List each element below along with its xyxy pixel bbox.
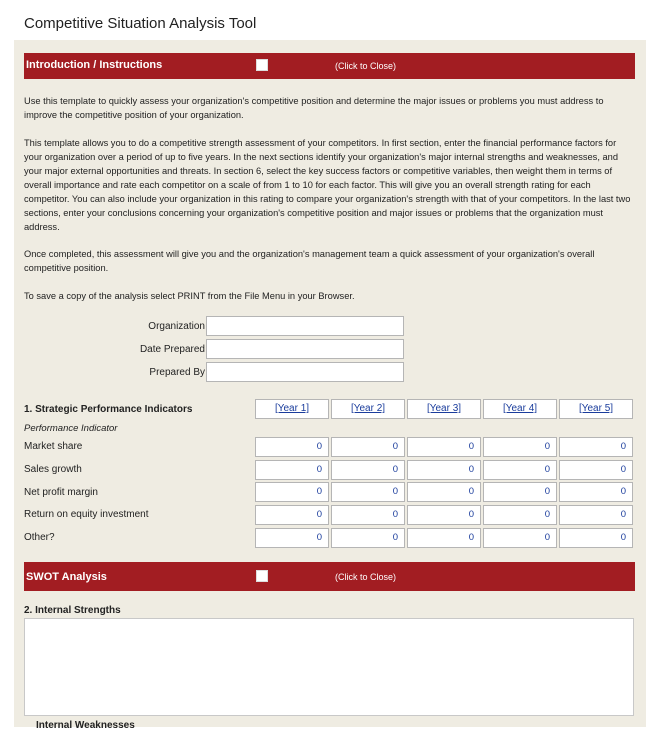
cell-input[interactable]: 0 <box>331 482 405 502</box>
internal-strengths-heading: 2. Internal Strengths <box>24 605 121 616</box>
intro-section-bar[interactable] <box>24 53 635 79</box>
cell-input[interactable]: 0 <box>255 482 329 502</box>
intro-toggle-checkbox[interactable] <box>256 59 268 71</box>
cell-input[interactable]: 0 <box>559 482 633 502</box>
swot-toggle-checkbox[interactable] <box>256 570 268 582</box>
cell-input[interactable]: 0 <box>407 437 481 457</box>
cell-input[interactable]: 0 <box>331 437 405 457</box>
cell-input[interactable]: 0 <box>331 505 405 525</box>
cell-input[interactable]: 0 <box>559 505 633 525</box>
swot-section-bar[interactable] <box>24 562 635 591</box>
swot-section-title: SWOT Analysis <box>26 571 107 583</box>
prepared-by-label: Prepared By <box>149 367 205 378</box>
year-header-1[interactable]: [Year 1] <box>255 399 329 419</box>
cell-input[interactable]: 0 <box>483 528 557 548</box>
page-title: Competitive Situation Analysis Tool <box>24 15 257 32</box>
cell-input[interactable]: 0 <box>407 505 481 525</box>
cell-input[interactable]: 0 <box>255 460 329 480</box>
intro-paragraph-2: This template allows you to do a competitive strength assessment of your competitors. In first section, enter the financial performance factors for your organization over a period of up to five years. In the next sections identify your organization's major internal strengths and weaknesses, and your major external opportunities and threats. In section 6, select the key success factors or competitive variables, then weight them in terms of overall importance and rate each competitor on a scale of from 1 to 10 for each factor. This will give you an overall strength rating for each competitor. You can also include your organization in this rating to compare your organization's strength with that of your competitors. In the last two sections, enter your conclusions concerning your organization's competitive position and major issues or problems that the organization must address. <box>24 138 631 232</box>
cell-input[interactable]: 0 <box>559 528 633 548</box>
internal-weaknesses-heading: Internal Weaknesses <box>36 720 135 731</box>
cell-input[interactable]: 0 <box>407 460 481 480</box>
cell-input[interactable]: 0 <box>483 460 557 480</box>
cell-input[interactable]: 0 <box>331 528 405 548</box>
spi-heading: 1. Strategic Performance Indicators <box>24 404 193 415</box>
cell-input[interactable]: 0 <box>407 482 481 502</box>
organization-input[interactable] <box>206 316 404 336</box>
year-header-2[interactable]: [Year 2] <box>331 399 405 419</box>
cell-input[interactable]: 0 <box>255 505 329 525</box>
cell-input[interactable]: 0 <box>483 437 557 457</box>
intro-section-title: Introduction / Instructions <box>26 59 163 71</box>
prepared-by-input[interactable] <box>206 362 404 382</box>
intro-paragraph-4: To save a copy of the analysis select PRINT from the File Menu in your Browser. <box>24 291 355 301</box>
cell-input[interactable]: 0 <box>255 528 329 548</box>
cell-input[interactable]: 0 <box>407 528 481 548</box>
cell-input[interactable]: 0 <box>483 482 557 502</box>
intro-close-link[interactable]: (Click to Close) <box>335 61 397 71</box>
row-label-net-profit-margin: Net profit margin <box>24 487 98 498</box>
date-prepared-input[interactable] <box>206 339 404 359</box>
year-header-4[interactable]: [Year 4] <box>483 399 557 419</box>
swot-close-link[interactable]: (Click to Close) <box>335 572 397 582</box>
intro-paragraph-3: Once completed, this assessment will give you and the organization's management team a quick assessment of your organization's overall competitive position. <box>24 249 595 273</box>
row-label-sales-growth: Sales growth <box>24 464 82 475</box>
internal-strengths-textarea[interactable] <box>24 618 634 716</box>
year-header-3[interactable]: [Year 3] <box>407 399 481 419</box>
cell-input[interactable]: 0 <box>559 437 633 457</box>
cell-input[interactable]: 0 <box>255 437 329 457</box>
row-label-return-on-equity: Return on equity investment <box>24 509 149 520</box>
cell-input[interactable]: 0 <box>331 460 405 480</box>
organization-label: Organization <box>148 321 205 332</box>
cell-input[interactable]: 0 <box>559 460 633 480</box>
cell-input[interactable]: 0 <box>483 505 557 525</box>
intro-paragraph-1: Use this template to quickly assess your organization's competitive position and determine the major issues or problems you must address to improve the competitive position of your organization. <box>24 96 604 120</box>
row-label-other: Other? <box>24 532 55 543</box>
spi-subheading: Performance Indicator <box>24 423 118 434</box>
row-label-market-share: Market share <box>24 441 83 452</box>
date-prepared-label: Date Prepared <box>139 344 205 355</box>
year-header-5[interactable]: [Year 5] <box>559 399 633 419</box>
